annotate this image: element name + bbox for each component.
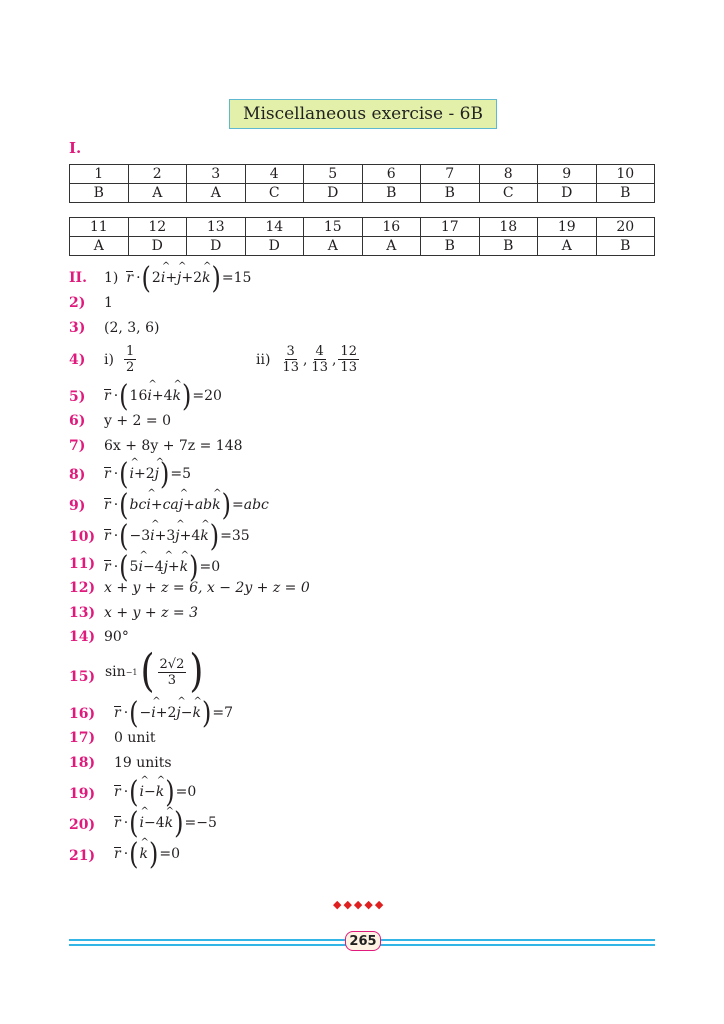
question-number: 7)	[69, 438, 86, 454]
answer-1-label: 1)	[104, 270, 119, 286]
question-number: 2)	[69, 295, 86, 311]
table-cell: 8	[479, 165, 538, 184]
answer-18: 19 units	[114, 755, 172, 771]
answer-17: 0 unit	[114, 730, 156, 746]
answer-21: r · ( ^ k ) = 0	[114, 842, 180, 866]
page-number: 265	[345, 931, 381, 951]
table-cell: 12	[128, 218, 187, 237]
table-cell: B	[421, 237, 480, 256]
question-number: 5)	[69, 389, 86, 405]
answer-4-ii-label: ii)	[256, 351, 271, 368]
answer-5-value: 20	[204, 388, 222, 404]
answer-4-ii-num: 12	[340, 344, 357, 359]
table-cell: 14	[245, 218, 304, 237]
table-cell: 13	[187, 218, 246, 237]
table-row	[70, 237, 655, 256]
question-number: 10)	[69, 529, 96, 545]
table-cell: 2	[128, 165, 187, 184]
table-cell: 5	[304, 165, 363, 184]
answer-1: 1) r · ( 2 ^ i + ^ j +2 ^ k ) = 15	[104, 266, 251, 290]
answer-13: x + y + z = 3	[104, 605, 198, 621]
answer-4-ii-num: 3	[286, 344, 295, 359]
table-cell: B	[421, 184, 480, 203]
answer-6: y + 2 = 0	[104, 413, 171, 429]
answer-1-value: 15	[233, 270, 252, 286]
question-number: 9)	[69, 498, 86, 514]
answer-4-part-ii: ii) $\frac{3}{13}$ , $\frac{4}{13}$ , $\frac{12}{13}$	[256, 344, 357, 375]
table-row	[70, 184, 655, 203]
answer-10: r · ( −3 ^ i +3 ^ j +4 ^ k ) = 35	[104, 524, 250, 548]
table-cell: A	[187, 184, 246, 203]
table-cell: B	[70, 184, 129, 203]
answer-19: r · ( ^ i − ^ k ) = 0	[114, 780, 196, 804]
answer-15-den: 3	[167, 672, 177, 688]
answer-4-ii-den: 13	[340, 360, 357, 375]
answer-11-value: 0	[211, 559, 221, 575]
answer-2: 1	[104, 295, 113, 311]
table-cell: A	[70, 237, 129, 256]
answer-16: r · ( − ^ i +2 ^ j − ^ k ) = 7	[114, 701, 233, 725]
question-number: 8)	[69, 467, 86, 483]
table-cell: 9	[538, 165, 597, 184]
answer-4-part-i	[104, 344, 138, 375]
table-cell: 20	[596, 218, 655, 237]
question-number: 13)	[69, 605, 96, 621]
answer-20: r · ( ^ i −4 ^ k ) = −5	[114, 811, 217, 835]
answer-4-i-den: 2	[125, 360, 135, 375]
table-cell: 17	[421, 218, 480, 237]
table-cell: D	[245, 237, 304, 256]
end-ornament: ◆◆◆◆◆	[333, 898, 386, 911]
answer-9: r · ( bc ^ i + ca ^ j + ab ^ k ) = abc	[104, 493, 269, 517]
table-cell: A	[538, 237, 597, 256]
question-number: 11)	[69, 556, 96, 572]
answer-10-value: 35	[231, 528, 250, 544]
answer-4-i-num: 1	[125, 344, 135, 359]
table-cell: 1	[70, 165, 129, 184]
answer-4-ii-den: 13	[311, 360, 328, 375]
table-cell: 16	[362, 218, 421, 237]
answer-21-value: 0	[171, 846, 181, 862]
table-cell: D	[187, 237, 246, 256]
table-cell: B	[362, 184, 421, 203]
answer-5: r · ( 16 ^ i +4 ^ k ) = 20	[104, 384, 222, 408]
answer-19-value: 0	[187, 784, 197, 800]
answer-3: (2, 3, 6)	[104, 320, 160, 336]
answer-15-exp: −1	[125, 667, 138, 677]
table-cell: 18	[479, 218, 538, 237]
answer-8: r · ( ^ i +2 ^ j ) = 5	[104, 462, 191, 486]
answer-4-i-label: i)	[104, 351, 114, 368]
question-number: 3)	[69, 320, 86, 336]
table-cell: A	[362, 237, 421, 256]
table-cell: C	[245, 184, 304, 203]
answer-16-value: 7	[224, 705, 233, 721]
table-cell: B	[596, 184, 655, 203]
answer-table-1	[69, 164, 655, 203]
table-cell: D	[538, 184, 597, 203]
table-cell: B	[596, 237, 655, 256]
table-row	[70, 218, 655, 237]
table-cell: 3	[187, 165, 246, 184]
answer-11: r · ( 5 ^ i −4 ^ j + ^ k ) = 0	[104, 555, 220, 579]
table-cell: A	[304, 237, 363, 256]
table-cell: 7	[421, 165, 480, 184]
table-cell: D	[304, 184, 363, 203]
table-cell: 11	[70, 218, 129, 237]
answer-4-ii-num: 4	[315, 344, 324, 359]
answer-7: 6x + 8y + 7z = 148	[104, 438, 243, 454]
answer-20-value: −5	[196, 815, 217, 831]
question-number: 18)	[69, 755, 96, 771]
answer-15-fn: sin	[105, 664, 126, 680]
question-number: 17)	[69, 730, 96, 746]
answer-table-2	[69, 217, 655, 256]
table-cell: B	[479, 237, 538, 256]
answer-12: x + y + z = 6, x − 2y + z = 0	[104, 580, 310, 596]
answer-4-ii-den: 13	[282, 360, 299, 375]
section-one-label: I.	[69, 139, 82, 157]
question-number: 12)	[69, 580, 96, 596]
answer-15: sin −1 ( $\frac{2√2}{3}$ )	[105, 645, 204, 697]
answer-9-value: abc	[243, 497, 269, 513]
answer-8-value: 5	[182, 466, 192, 482]
question-number: 4)	[69, 352, 86, 368]
answer-14: 90°	[104, 629, 129, 645]
question-number: 6)	[69, 413, 86, 429]
table-cell: A	[128, 184, 187, 203]
table-cell: 4	[245, 165, 304, 184]
table-cell: 10	[596, 165, 655, 184]
question-number: 20)	[69, 817, 96, 833]
table-cell: D	[128, 237, 187, 256]
table-row	[70, 165, 655, 184]
answer-15-num: 2√2	[159, 656, 185, 672]
table-cell: 15	[304, 218, 363, 237]
section-two-label: II.	[69, 270, 87, 286]
question-number: 16)	[69, 706, 96, 722]
question-number: 21)	[69, 848, 96, 864]
question-number: 15)	[69, 669, 96, 685]
exercise-title: Miscellaneous exercise - 6B	[229, 99, 497, 129]
question-number: 19)	[69, 786, 96, 802]
table-cell: 6	[362, 165, 421, 184]
table-cell: 19	[538, 218, 597, 237]
question-number: 14)	[69, 629, 96, 645]
table-cell: C	[479, 184, 538, 203]
